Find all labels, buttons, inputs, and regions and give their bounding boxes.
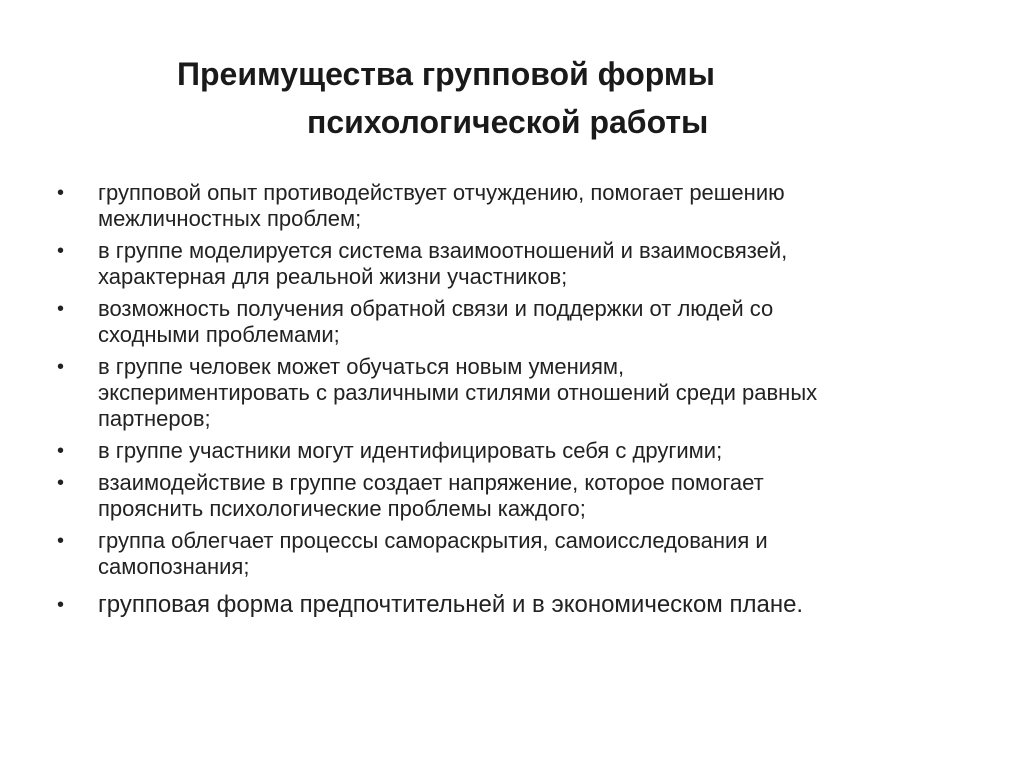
- bullet-text: в группе человек может обучаться новым умениям, экспериментировать с различными стилями отношений среди равных партнеров;: [98, 354, 818, 431]
- title-line-1: Преимущества групповой формы: [177, 56, 715, 92]
- slide-title: [0, 50, 1024, 146]
- bullet-list: [57, 180, 957, 626]
- bullet-item: [57, 296, 957, 348]
- bullet-item: [57, 180, 957, 232]
- bullet-text: групповая форма предпочтительней и в экономическом плане.: [98, 591, 804, 618]
- bullet-item: [57, 528, 957, 580]
- bullet-dot-icon: •: [57, 356, 65, 378]
- bullet-dot-icon: •: [57, 472, 65, 494]
- bullet-dot-icon: •: [57, 594, 65, 616]
- bullet-text: группа облегчает процессы самораскрытия, самоисследования и самопознания;: [98, 528, 768, 579]
- bullet-item: [57, 470, 957, 522]
- bullet-dot-icon: •: [57, 240, 65, 262]
- bullet-dot-icon: •: [57, 298, 65, 320]
- title-line-2: психологической работы: [307, 104, 709, 140]
- bullet-dot-icon: •: [57, 530, 65, 552]
- bullet-item: [57, 354, 957, 432]
- bullet-text: возможность получения обратной связи и поддержки от людей со сходными проблемами;: [98, 296, 774, 347]
- bullet-text: в группе моделируется система взаимоотношений и взаимосвязей, характерная для реальной жизни участников;: [98, 238, 788, 289]
- bullet-text: в группе участники могут идентифицировать себя с другими;: [98, 438, 723, 463]
- bullet-dot-icon: •: [57, 440, 65, 462]
- bullet-text: групповой опыт противодействует отчуждению, помогает решению межличностных проблем;: [98, 180, 785, 231]
- bullet-dot-icon: •: [57, 182, 65, 204]
- bullet-item: [57, 438, 957, 464]
- bullet-text: взаимодействие в группе создает напряжение, которое помогает прояснить психологические проблемы каждого;: [98, 470, 764, 521]
- bullet-item: [57, 590, 957, 620]
- bullet-item: [57, 238, 957, 290]
